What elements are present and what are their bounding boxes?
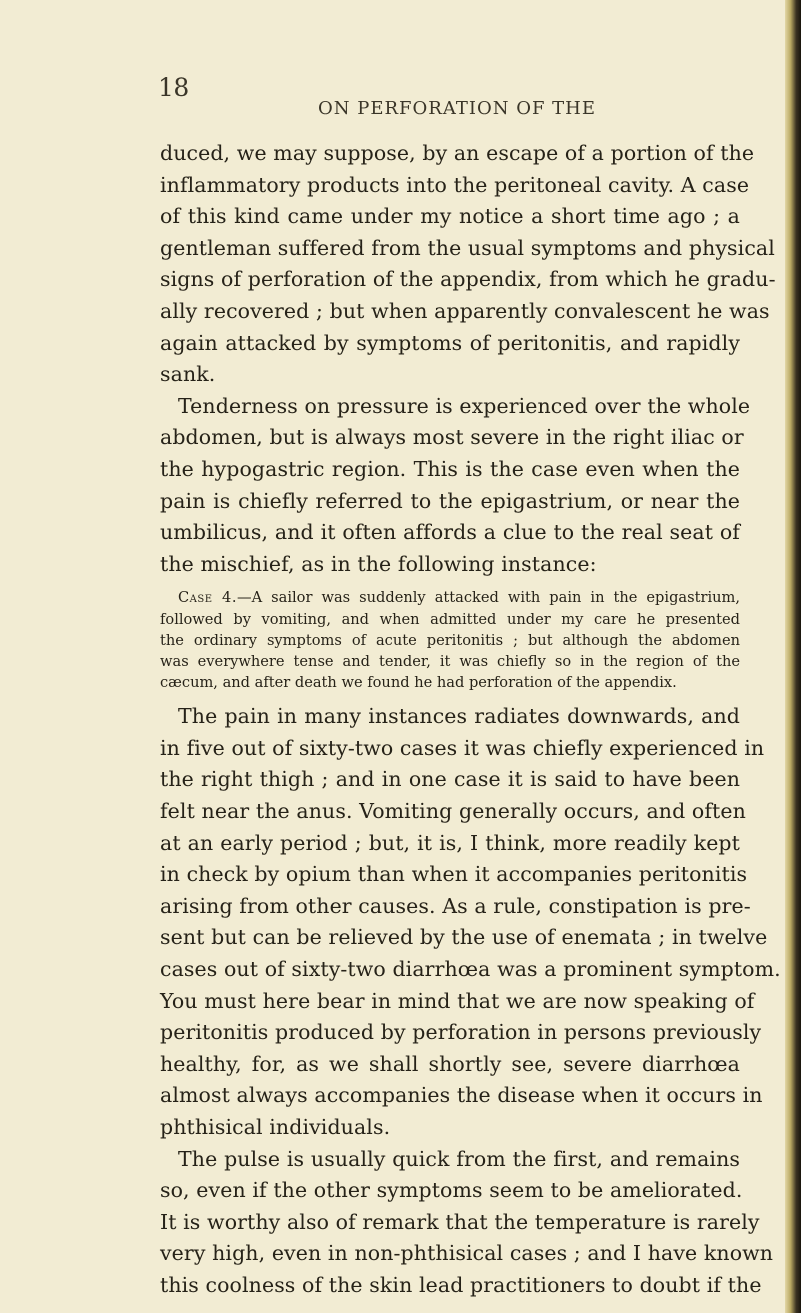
text-line: peritonitis produced by perforation in persons previously <box>160 1020 762 1045</box>
case-report <box>160 587 740 693</box>
text-line: signs of perforation of the appendix, from which he gradu- <box>160 267 776 292</box>
text-line: It is worthy also of remark that the temperature is rarely <box>160 1209 760 1234</box>
case-line: cæcum, and after death we found he had perforation of the appendix. <box>160 674 677 692</box>
text-line: You must here bear in mind that we are now speaking of <box>160 988 755 1013</box>
text-line: the mischief, as in the following instance: <box>160 551 597 576</box>
text-line: the hypogastric region. This is the case even when the <box>160 456 740 481</box>
text-line: in check by opium than when it accompanies peritonitis <box>160 862 748 887</box>
text-line: umbilicus, and it often affords a clue to the real seat of <box>160 520 740 545</box>
text-line: so, even if the other symptoms seem to be ameliorated. <box>160 1178 743 1203</box>
case-line: was everywhere tense and tender, it was chiefly so in the region of the <box>160 652 740 670</box>
text-line: pain is chiefly referred to the epigastrium, or near the <box>160 488 740 513</box>
text-line: felt near the anus. Vomiting generally occurs, and often <box>160 799 746 824</box>
text-line: inflammatory products into the peritoneal cavity. A case <box>160 172 750 197</box>
body-text <box>160 138 781 1302</box>
text-line: again attacked by symptoms of peritonitis, and rapidly <box>160 330 740 355</box>
text-line: cases out of sixty-two diarrhœa was a prominent symptom. <box>160 957 781 981</box>
text-line: sank. <box>160 362 216 387</box>
paragraph-1 <box>160 138 776 391</box>
text-line: healthy, for, as we shall shortly see, severe diarrhœa <box>160 1051 740 1076</box>
case-line: followed by vomiting, and when admitted under my care he presented <box>160 610 740 628</box>
text-line: at an early period ; but, it is, I think, more readily kept <box>160 830 740 855</box>
text-line: very high, even in non-phthisical cases ; and I have known <box>160 1241 774 1266</box>
case-first-line <box>160 587 740 608</box>
text-line: duced, we may suppose, by an escape of a portion of the <box>160 141 755 165</box>
text-line: The pain in many instances radiates downwards, and <box>178 704 740 729</box>
text-line: of this kind came under my notice a short time ago ; a <box>160 204 740 229</box>
paragraph-4 <box>160 1144 774 1302</box>
page-edge-shadow <box>785 0 801 1313</box>
text-line: this coolness of the skin lead practitioners to doubt if the <box>160 1272 762 1297</box>
text-line: ally recovered ; but when apparently convalescent he was <box>160 298 770 323</box>
paragraph-3 <box>160 701 781 1143</box>
case-line: the ordinary symptoms of acute peritonitis ; but although the abdomen <box>160 631 740 649</box>
text-line: in five out of sixty-two cases it was chiefly experienced in <box>160 735 765 760</box>
text-line: sent but can be relieved by the use of enemata ; in twelve <box>160 925 768 950</box>
case-text: —A sailor was suddenly attacked with pain in the epigastrium, <box>236 589 740 607</box>
text-line: the right thigh ; and in one case it is said to have been <box>160 767 740 792</box>
text-line: abdomen, but is always most severe in the right iliac or <box>160 425 744 450</box>
text-line: arising from other causes. As a rule, constipation is pre- <box>160 893 751 918</box>
text-line: almost always accompanies the disease when it occurs in <box>160 1083 763 1108</box>
text-line: The pulse is usually quick from the first, and remains <box>178 1146 740 1171</box>
text-line: Tenderness on pressure is experienced over the whole <box>178 393 751 418</box>
case-label: Case 4. <box>178 589 237 607</box>
page-number: 18 <box>158 73 189 102</box>
running-head: ON PERFORATION OF THE <box>318 98 597 119</box>
text-line: gentleman suffered from the usual symptoms and physical <box>160 235 775 260</box>
paragraph-2 <box>160 391 751 581</box>
text-line: phthisical individuals. <box>160 1114 391 1139</box>
